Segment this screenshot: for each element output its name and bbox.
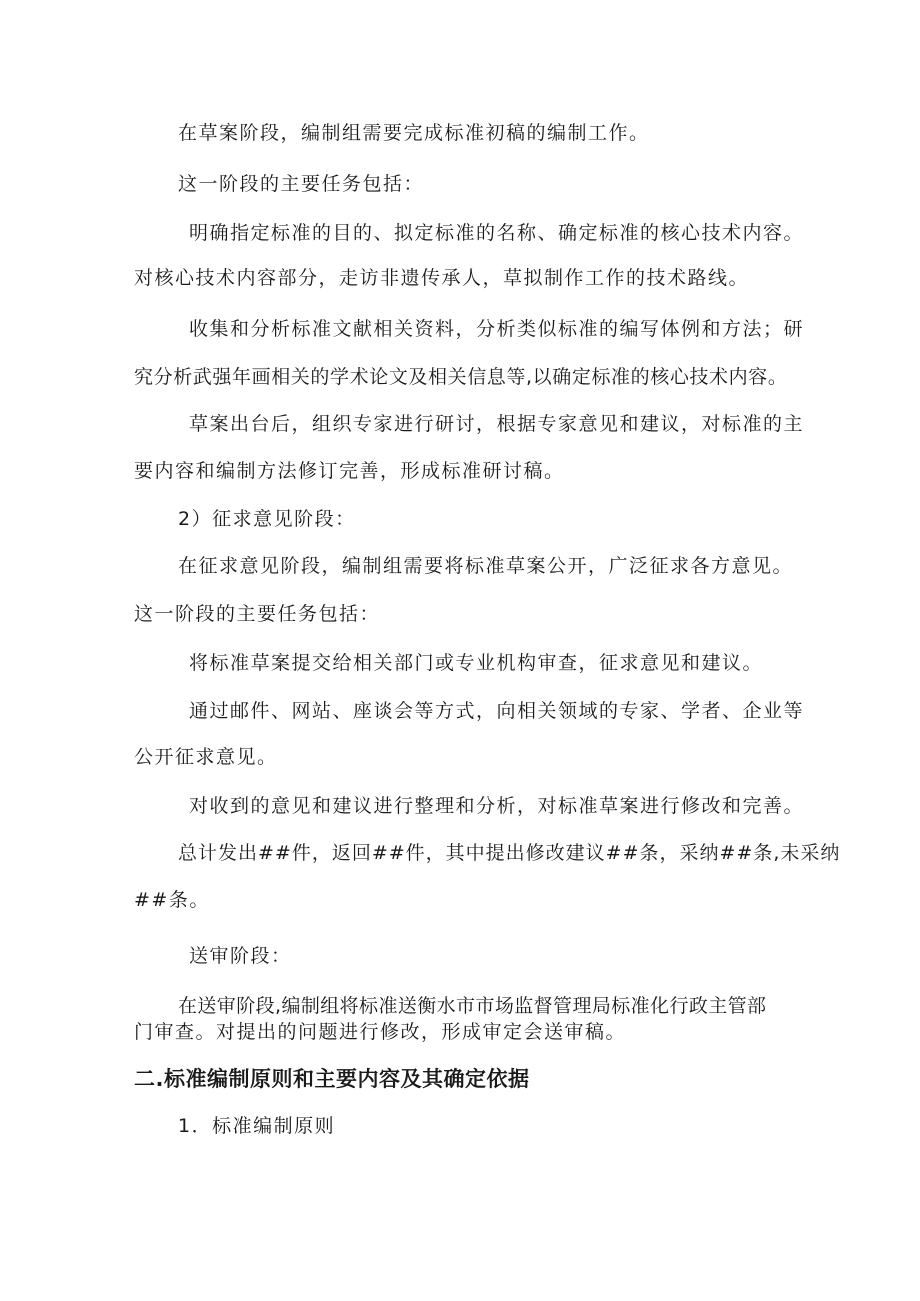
paragraph-line: 总计发出##件，返回##件，其中提出修改建议##条，采纳##条,未采纳 (178, 842, 841, 864)
paragraph-line: 草案出台后，组织专家进行研讨，根据专家意见和建议，对标准的主 (189, 413, 805, 435)
paragraph-line: 门审查。对提出的问题进行修改，形成审定会送审稿。 (134, 1021, 627, 1043)
paragraph-line: 对核心技术内容部分，走访非遗传承人，草拟制作工作的技术路线。 (134, 267, 750, 289)
paragraph-line: ##条。 (134, 889, 210, 911)
paragraph-line: 在送审阶段,编制组将标准送衡水市市场监督管理局标准化行政主管部 (178, 995, 767, 1017)
paragraph-line: 在草案阶段，编制组需要完成标准初稿的编制工作。 (178, 122, 650, 144)
paragraph-line: 送审阶段： (189, 945, 292, 967)
paragraph-line: 通过邮件、网站、座谈会等方式，向相关领域的专家、学者、企业等 (189, 700, 805, 722)
subsection-heading: 1．标准编制原则 (178, 1115, 336, 1137)
paragraph-line: 要内容和编制方法修订完善，形成标准研讨稿。 (134, 460, 565, 482)
paragraph-line: 公开征求意见。 (134, 746, 278, 768)
paragraph-line: 对收到的意见和建议进行整理和分析，对标准草案进行修改和完善。 (189, 795, 805, 817)
paragraph-line: 究分析武强年画相关的学术论文及相关信息等,以确定标准的核心技术内容。 (134, 366, 788, 388)
paragraph-line: 2）征求意见阶段： (178, 508, 356, 530)
section-heading: 二.标准编制原则和主要内容及其确定依据 (134, 1067, 530, 1091)
paragraph-line: 在征求意见阶段，编制组需要将标准草案公开，广泛征求各方意见。 (178, 555, 794, 577)
paragraph-line: 收集和分析标准文献相关资料，分析类似标准的编写体例和方法；研 (189, 318, 805, 340)
paragraph-line: 这一阶段的主要任务包括： (178, 173, 425, 195)
paragraph-line: 明确指定标准的目的、拟定标准的名称、确定标准的核心技术内容。 (189, 222, 805, 244)
paragraph-line: 将标准草案提交给相关部门或专业机构审查，征求意见和建议。 (189, 652, 764, 674)
paragraph-line: 这一阶段的主要任务包括： (134, 603, 381, 625)
